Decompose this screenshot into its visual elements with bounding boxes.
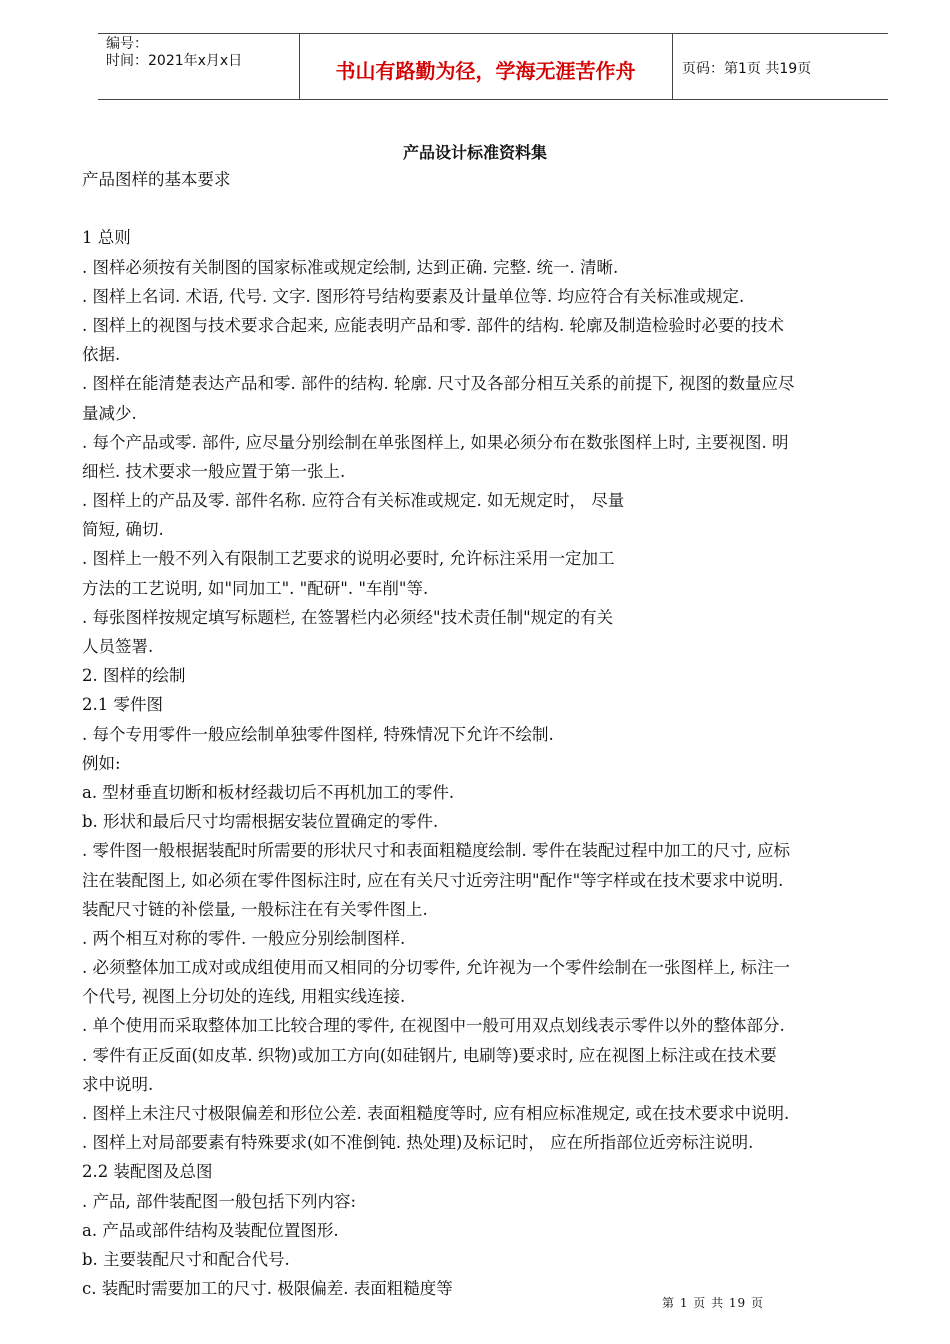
document-header — [98, 33, 888, 100]
text-line: 人员签署. — [82, 637, 154, 656]
text-line: 简短, 确切. — [82, 520, 164, 540]
text-line: . 必须整体加工成对或成组使用而又相同的分切零件, 允许视为一个零件绘制在一张图样上, 标注一 — [82, 958, 790, 978]
text-line: 2.1 零件图 — [82, 695, 163, 715]
text-line: . 每张图样按规定填写标题栏, 在签署栏内必须经"技术责任制"规定的有关 — [82, 607, 614, 627]
text-line: . 图样上的视图与技术要求合起来, 应能表明产品和零. 部件的结构. 轮廓及制造检验时必要的技术 — [82, 315, 784, 335]
text-line: c. 装配时需要加工的尺寸. 极限偏差. 表面粗糙度等 — [82, 1279, 453, 1299]
text-line: . 零件有正反面(如皮革. 织物)或加工方向(如硅钢片, 电刷等)要求时, 应在视图上标注或在技术要 — [82, 1045, 777, 1065]
text-line: 依据. — [82, 345, 121, 365]
text-line: 个代号, 视图上分切处的连线, 用粗实线连接. — [82, 987, 406, 1007]
text-line: . 每个产品或零. 部件, 应尽量分别绘制在单张图样上, 如果必须分布在数张图样上时, 主要视图. 明 — [82, 432, 789, 452]
motto-banner — [299, 55, 672, 84]
text-line: 量减少. — [82, 403, 137, 423]
text-line: . 每个专用零件一般应绘制单独零件图样, 特殊情况下允许不绘制. — [82, 724, 554, 744]
text-line — [82, 194, 912, 223]
text-line: . 零件图一般根据装配时所需要的形状尺寸和表面粗糙度绘制. 零件在装配过程中加工的尺寸, 应标 — [82, 841, 790, 861]
text-line: . 单个使用而采取整体加工比较合理的零件, 在视图中一般可用双点划线表示零件以外的整体部分. — [82, 1016, 785, 1036]
document-title: 产品设计标准资料集 — [402, 143, 547, 162]
header-divider-right — [672, 33, 673, 100]
text-line: 产品图样的基本要求 — [82, 170, 231, 189]
time-label: 时间：2021年x月x日 — [106, 53, 243, 69]
text-line: . 产品, 部件装配图一般包括下列内容: — [82, 1191, 357, 1211]
text-line: 装配尺寸链的补偿量, 一般标注在有关零件图上. — [82, 899, 428, 919]
document-body — [82, 165, 912, 1303]
page-info: 页码：第1页 共19页 — [682, 61, 812, 77]
text-line: . 两个相互对称的零件. 一般应分别绘制图样. — [82, 928, 406, 948]
text-line: 例如: — [82, 753, 121, 773]
text-line: b. 形状和最后尺寸均需根据安装位置确定的零件. — [82, 812, 439, 832]
text-line: a. 型材垂直切断和板材经裁切后不再机加工的零件. — [82, 782, 455, 802]
text-line: . 图样上名词. 术语, 代号. 文字. 图形符号结构要素及计量单位等. 均应符合有关标准或规定. — [82, 286, 745, 306]
text-line: 注在装配图上, 如必须在零件图标注时, 应在有关尺寸近旁注明"配作"等字样或在技术要求中说明. — [82, 870, 784, 890]
header-bottom-rule — [98, 99, 888, 100]
text-line: 2. 图样的绘制 — [82, 666, 186, 686]
text-line: 1 总则 — [82, 228, 131, 248]
text-line: 细栏. 技术要求一般应置于第一张上. — [82, 461, 346, 481]
text-line: 方法的工艺说明, 如"同加工". "配研". "车削"等. — [82, 578, 429, 598]
text-line: . 图样上一般不列入有限制工艺要求的说明必要时, 允许标注采用一定加工 — [82, 549, 615, 569]
text-line: 求中说明. — [82, 1074, 154, 1094]
page-footer: 第 1 页 共 19 页 — [662, 1296, 764, 1310]
motto-text: 书山有路勤为径，学海无涯苦作舟 — [335, 59, 636, 83]
number-label: 编号： — [106, 36, 148, 52]
text-line: . 图样上未注尺寸极限偏差和形位公差. 表面粗糙度等时, 应有相应标准规定, 或在技术要求中说明. — [82, 1104, 790, 1123]
header-top-rule — [98, 33, 888, 34]
text-line: . 图样上的产品及零. 部件名称. 应符合有关标准或规定. 如无规定时， 尽量 — [82, 491, 625, 511]
text-line: a. 产品或部件结构及装配位置图形. — [82, 1220, 339, 1240]
text-line: . 图样在能清楚表达产品和零. 部件的结构. 轮廓. 尺寸及各部分相互关系的前提下, 视图的数量应尽 — [82, 374, 795, 394]
text-line: b. 主要装配尺寸和配合代号. — [82, 1249, 290, 1269]
text-line: 2.2 装配图及总图 — [82, 1162, 213, 1182]
text-line: . 图样上对局部要素有特殊要求(如不准倒钝. 热处理)及标记时， 应在所指部位近旁标注说明. — [82, 1133, 754, 1153]
text-line: . 图样必须按有关制图的国家标准或规定绘制, 达到正确. 完整. 统一. 清晰. — [82, 257, 619, 277]
header-meta — [106, 36, 242, 70]
